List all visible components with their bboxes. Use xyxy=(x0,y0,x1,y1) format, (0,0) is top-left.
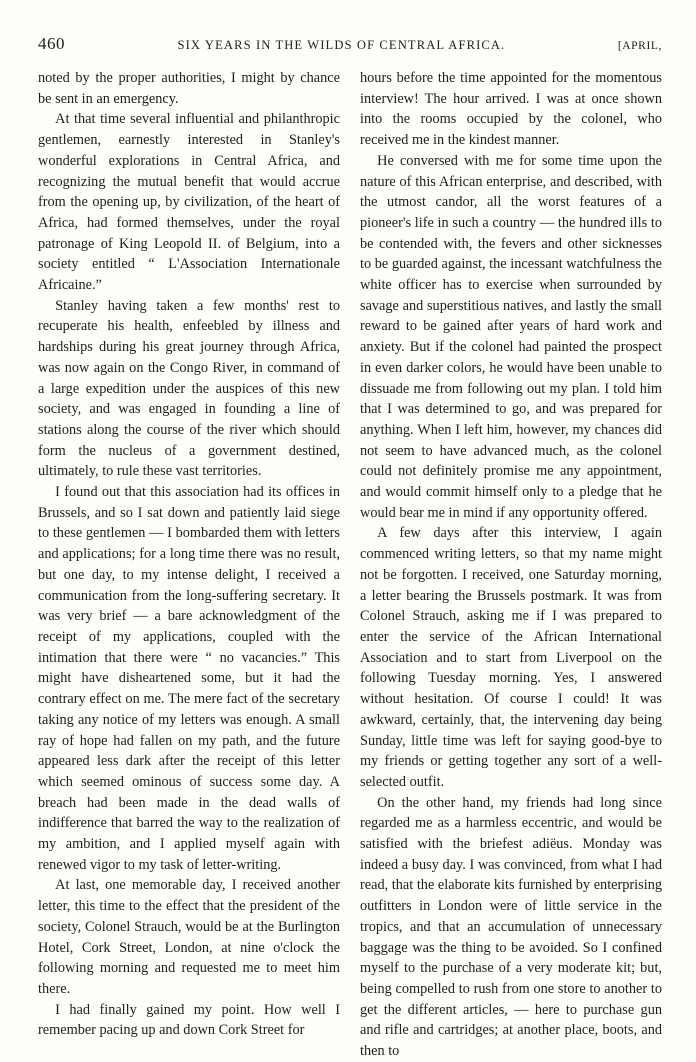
paragraph: At that time several influential and philanthropic gentlemen, earnestly interested in Stanley's wonderful explorations in Central Africa, and recognizing the mutual benefit that would accrue from the opening up, by civilization, of the heart of Africa, had formed themselves, under the royal patronage of King Leopold II. of Belgium, into a society entitled “ L'Association Internationale Africaine.” xyxy=(38,111,340,294)
text-columns xyxy=(38,68,662,1062)
left-column xyxy=(38,68,340,1062)
right-column xyxy=(360,68,662,1062)
issue-month: [APRIL, xyxy=(617,40,662,52)
paragraph: Stanley having taken a few months' rest to recuperate his health, enfeebled by illness and hardships during his great journey through Africa, was now again on the Congo River, in command of a large expedition under the auspices of this new society, and was engaged in founding a line of stations along the course of the river which should form the nucleus of a government destined, ultimately, to rule these vast territories. xyxy=(38,297,340,480)
paragraph: On the other hand, my friends had long since regarded me as a harmless eccentric, and would be satisfied with the briefest adiëus. Monday was indeed a busy day. I was convinced, from what I had read, that the elaborate kits furnished by enterprising outfitters in London were of little service in the tropics, and that an accumulation of unnecessary baggage was the thing to be avoided. So I confined myself to the purchase of a very moderate kit; but, being compelled to rush from one store to another to get the different articles, — here to purchase gun and rifle and cartridges; at another place, boots, and then to xyxy=(360,794,662,1060)
page-header xyxy=(38,34,662,64)
paragraph: hours before the time appointed for the momentous interview! The hour arrived. I was at once shown into the rooms occupied by the colonel, who received me in the kindest manner. xyxy=(360,70,662,149)
paragraph: A few days after this interview, I again commenced writing letters, so that my name might not be forgotten. I received, one Saturday morning, a letter bearing the Brussels postmark. It was from Colonel Strauch, asking me if I was prepared to enter the service of the African International Association and to start from Liverpool on the following Tuesday morning. Yes, I answered without hesitation. Of course I could! It was awkward, certainly, that, the intervening day being Sunday, little time was left for saying good-bye to my friends or getting together any sort of a well-selected outfit. xyxy=(360,525,662,790)
paragraph: I found out that this association had its offices in Brussels, and so I sat down and patiently laid siege to these gentlemen — I bombarded them with letters and applications; for a long time there was no result, but one day, to my intense delight, I received a communication from the long-suffering secretary. It was very brief — a bare acknowledgment of the receipt of my applications, coupled with the intimation that there were “ no vacancies.” This might have disheartened some, but it had the contrary effect on me. The mere fact of the secretary taking any notice of my letters was enough. A small ray of hope had fallen on my path, and the future appeared less dark after the receipt of this letter which seemed ominous of success some day. A breach had been made in the dead walls of indifference that barred the way to the realization of my ambition, and I applied myself again with renewed vigor to my task of letter-writing. xyxy=(38,484,340,873)
running-title: SIX YEARS IN THE WILDS OF CENTRAL AFRICA. xyxy=(177,38,506,52)
paragraph: He conversed with me for some time upon the nature of this African enterprise, and described, with the utmost candor, all the worst features of a pioneer's life in such a country — the hundred ills to be contended with, the fevers and other sicknesses to be guarded against, the incessant watchfulness the white officer has to exercise when surrounded by savage and superstitious natives, and lastly the small reward to be gained after years of hard work and anxiety. But if the colonel had painted the prospect in even darker colors, he would have been unable to dissuade me from following out my plan. I told him that I was determined to go, and was prepared for anything. When I left him, however, my chances did not seem to have advanced much, as the colonel could not definitely promise me any appointment, and would commit himself only to a pledge that he would bear me in mind if any opportunity offered. xyxy=(360,152,662,521)
paragraph: noted by the proper authorities, I might by chance be sent in an emergency. xyxy=(38,70,340,107)
paragraph: At last, one memorable day, I received another letter, this time to the effect that the president of the society, Colonel Strauch, would be at the Burlington Hotel, Cork Street, London, at nine o'clock the following morning and requested me to meet him there. xyxy=(38,877,340,997)
page-number: 460 xyxy=(38,34,65,53)
paragraph: I had finally gained my point. How well I remember pacing up and down Cork Street for xyxy=(38,1001,340,1039)
